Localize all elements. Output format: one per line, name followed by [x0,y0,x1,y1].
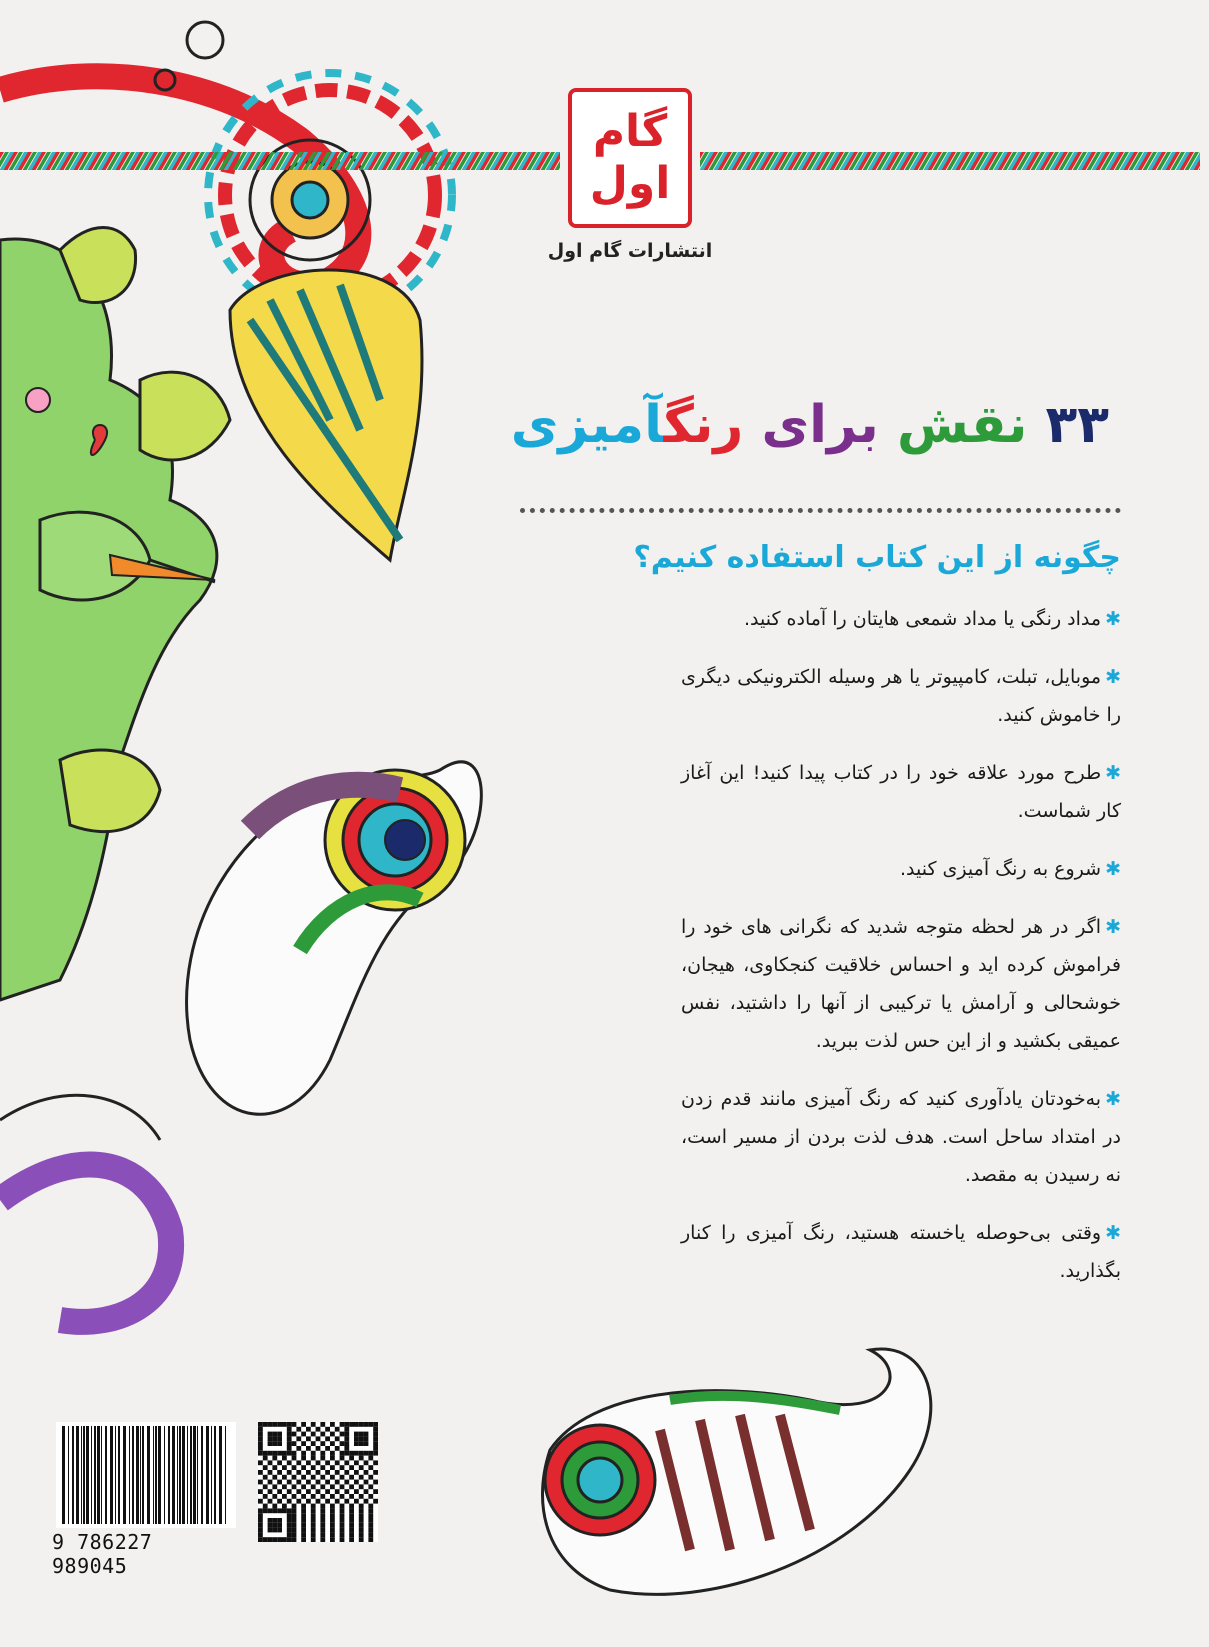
coloring-artwork [0,0,560,1647]
list-item: ✱طرح مورد علاقه خود را در کتاب پیدا کنید! این آغاز کار شماست. [681,762,1121,822]
list-item: ✱موبایل، تبلت، کامپیوتر یا هر وسیله الکترونیکی دیگری را خاموش کنید. [681,666,1121,726]
dotted-divider [520,508,1121,513]
star-bullet-icon: ✱ [1105,762,1121,784]
star-bullet-icon: ✱ [1105,666,1121,688]
decorative-stripe-left [0,152,560,170]
decorative-stripe-right [700,152,1200,170]
book-title [511,395,1109,455]
star-bullet-icon: ✱ [1105,858,1121,880]
title-word3a: رنگ [663,395,744,455]
list-item: ✱وقتی بی‌حوصله یاخسته هستید، رنگ آمیزی را کنار بگذارید. [681,1222,1121,1282]
publisher-logo [568,88,692,228]
list-item: ✱شروع به رنگ آمیزی کنید. [899,858,1121,880]
isbn-number: 9 786227 989045 [52,1530,153,1578]
list-item: ✱مداد رنگی یا مداد شمعی هایتان را آماده کنید. [743,608,1121,630]
title-number: ۳۳ [1045,395,1109,455]
instructions-list [681,600,1121,1310]
list-item: ✱اگر در هر لحظه متوجه شدید که نگرانی های خود را فراموش کرده اید و احساس خلاقیت کنجکاوی، هیجان، خوشحالی و آرامش یا ترکیبی از آنها را داشتید، نفس عمیقی بکشید و از این حس لذت ببرید. [681,916,1121,1052]
title-word2: برای [761,395,879,455]
title-word1: نقش [896,395,1028,455]
star-bullet-icon: ✱ [1105,608,1121,630]
barcode [56,1422,236,1528]
star-bullet-icon: ✱ [1105,1222,1121,1244]
bottom-paisley-artwork [510,1330,1070,1647]
qr-code [258,1422,378,1542]
title-word3b: آمیزی [510,395,664,455]
logo-text-line1: گام [592,106,668,157]
section-subtitle: چگونه از این کتاب استفاده کنیم؟ [633,540,1121,575]
star-bullet-icon: ✱ [1105,916,1121,938]
star-bullet-icon: ✱ [1105,1088,1121,1110]
list-item: ✱به‌خودتان یادآوری کنید که رنگ آمیزی مانند قدم زدن در امتداد ساحل است. هدف لذت بردن از مسیر است، نه رسیدن به مقصد. [681,1088,1121,1186]
publisher-name: انتشارات گام اول [547,240,713,262]
logo-text-line2: اول [589,158,671,209]
